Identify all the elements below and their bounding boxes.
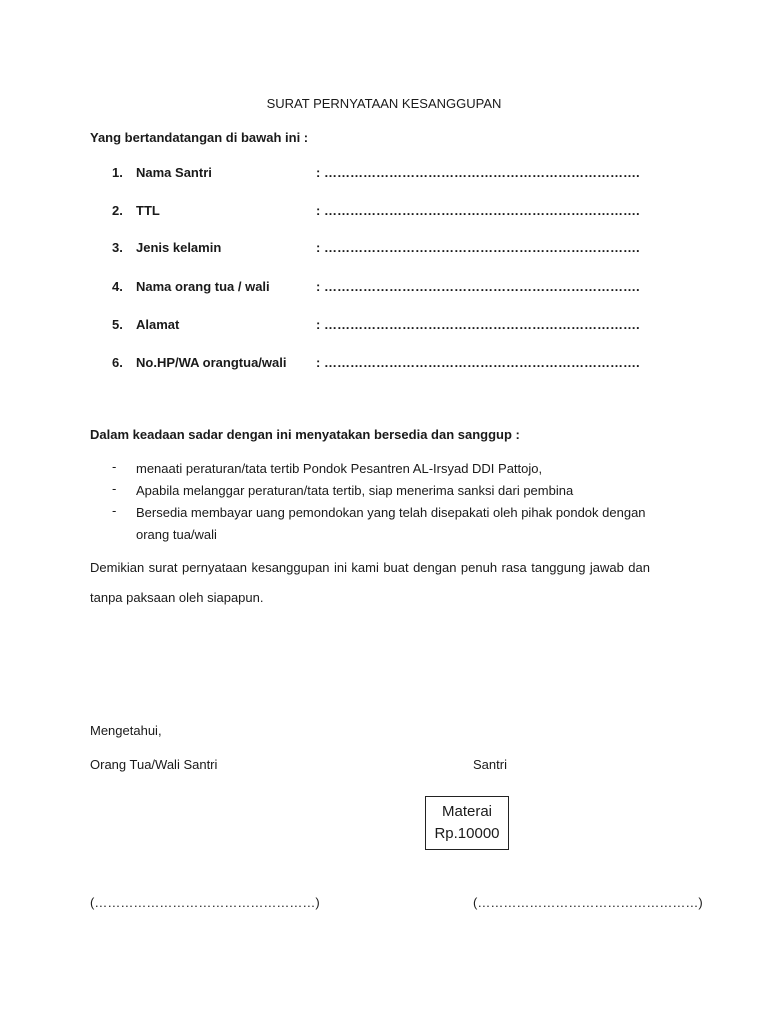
- signature-line-left: (……………………………………………): [90, 895, 320, 910]
- field-label: Nama orang tua / wali: [136, 279, 270, 294]
- bullet-dash: -: [112, 503, 117, 518]
- field-label: Nama Santri: [136, 165, 212, 180]
- field-blank: : ……………………………………………………………….: [316, 317, 640, 332]
- signer-right-label: Santri: [473, 757, 507, 772]
- field-number: 6.: [112, 355, 123, 370]
- field-label: No.HP/WA orangtua/wali: [136, 355, 287, 370]
- intro-text: Yang bertandatangan di bawah ini :: [90, 130, 309, 145]
- signer-left-label: Orang Tua/Wali Santri: [90, 757, 218, 772]
- stamp-line-2: Rp.10000: [434, 825, 500, 842]
- field-number: 5.: [112, 317, 123, 332]
- stamp-line-1: Materai: [441, 803, 493, 820]
- field-row-jenis-kelamin: [0, 239, 768, 256]
- field-blank: : ……………………………………………………………….: [316, 240, 640, 255]
- field-blank: : ……………………………………………………………….: [316, 279, 640, 294]
- field-number: 1.: [112, 165, 123, 180]
- field-row-ttl: [0, 202, 768, 219]
- field-number: 2.: [112, 203, 123, 218]
- closing-paragraph: Demikian surat pernyataan kesanggupan ini kami buat dengan penuh rasa tanggung jawab dan tanpa paksaan oleh siapapun.: [90, 560, 650, 605]
- document-title: SURAT PERNYATAAN KESANGGUPAN: [266, 96, 502, 111]
- field-row-no-hp: [0, 354, 768, 371]
- acknowledge-text: Mengetahui,: [90, 723, 162, 738]
- bullet-dash: -: [112, 459, 117, 474]
- field-blank: : ……………………………………………………………….: [316, 355, 640, 370]
- field-row-nama-orang-tua: [0, 278, 768, 295]
- field-blank: : ……………………………………………………………….: [316, 203, 640, 218]
- field-blank: : ……………………………………………………………….: [316, 165, 640, 180]
- bullet-text: menaati peraturan/tata tertib Pondok Pesantren AL-Irsyad DDI Pattojo,: [136, 461, 543, 476]
- field-label: Jenis kelamin: [136, 240, 222, 255]
- bullet-dash: -: [112, 481, 117, 496]
- bullet-text: Apabila melanggar peraturan/tata tertib, siap menerima sanksi dari pembina: [136, 483, 574, 498]
- field-row-nama-santri: [0, 164, 768, 181]
- statement-heading: Dalam keadaan sadar dengan ini menyatakan bersedia dan sanggup :: [90, 427, 520, 442]
- field-label: Alamat: [136, 317, 180, 332]
- field-row-alamat: [0, 316, 768, 333]
- field-label: TTL: [136, 203, 160, 218]
- signature-line-right: (……………………………………………): [473, 895, 703, 910]
- bullet-item: [0, 502, 768, 546]
- materai-stamp-box: [425, 796, 509, 850]
- field-number: 3.: [112, 240, 123, 255]
- bullet-text: Bersedia membayar uang pemondokan yang telah disepakati oleh pihak pondok dengan orang tua/wali: [136, 505, 646, 542]
- bullet-item: [0, 458, 768, 480]
- bullet-item: [0, 480, 768, 502]
- field-number: 4.: [112, 279, 123, 294]
